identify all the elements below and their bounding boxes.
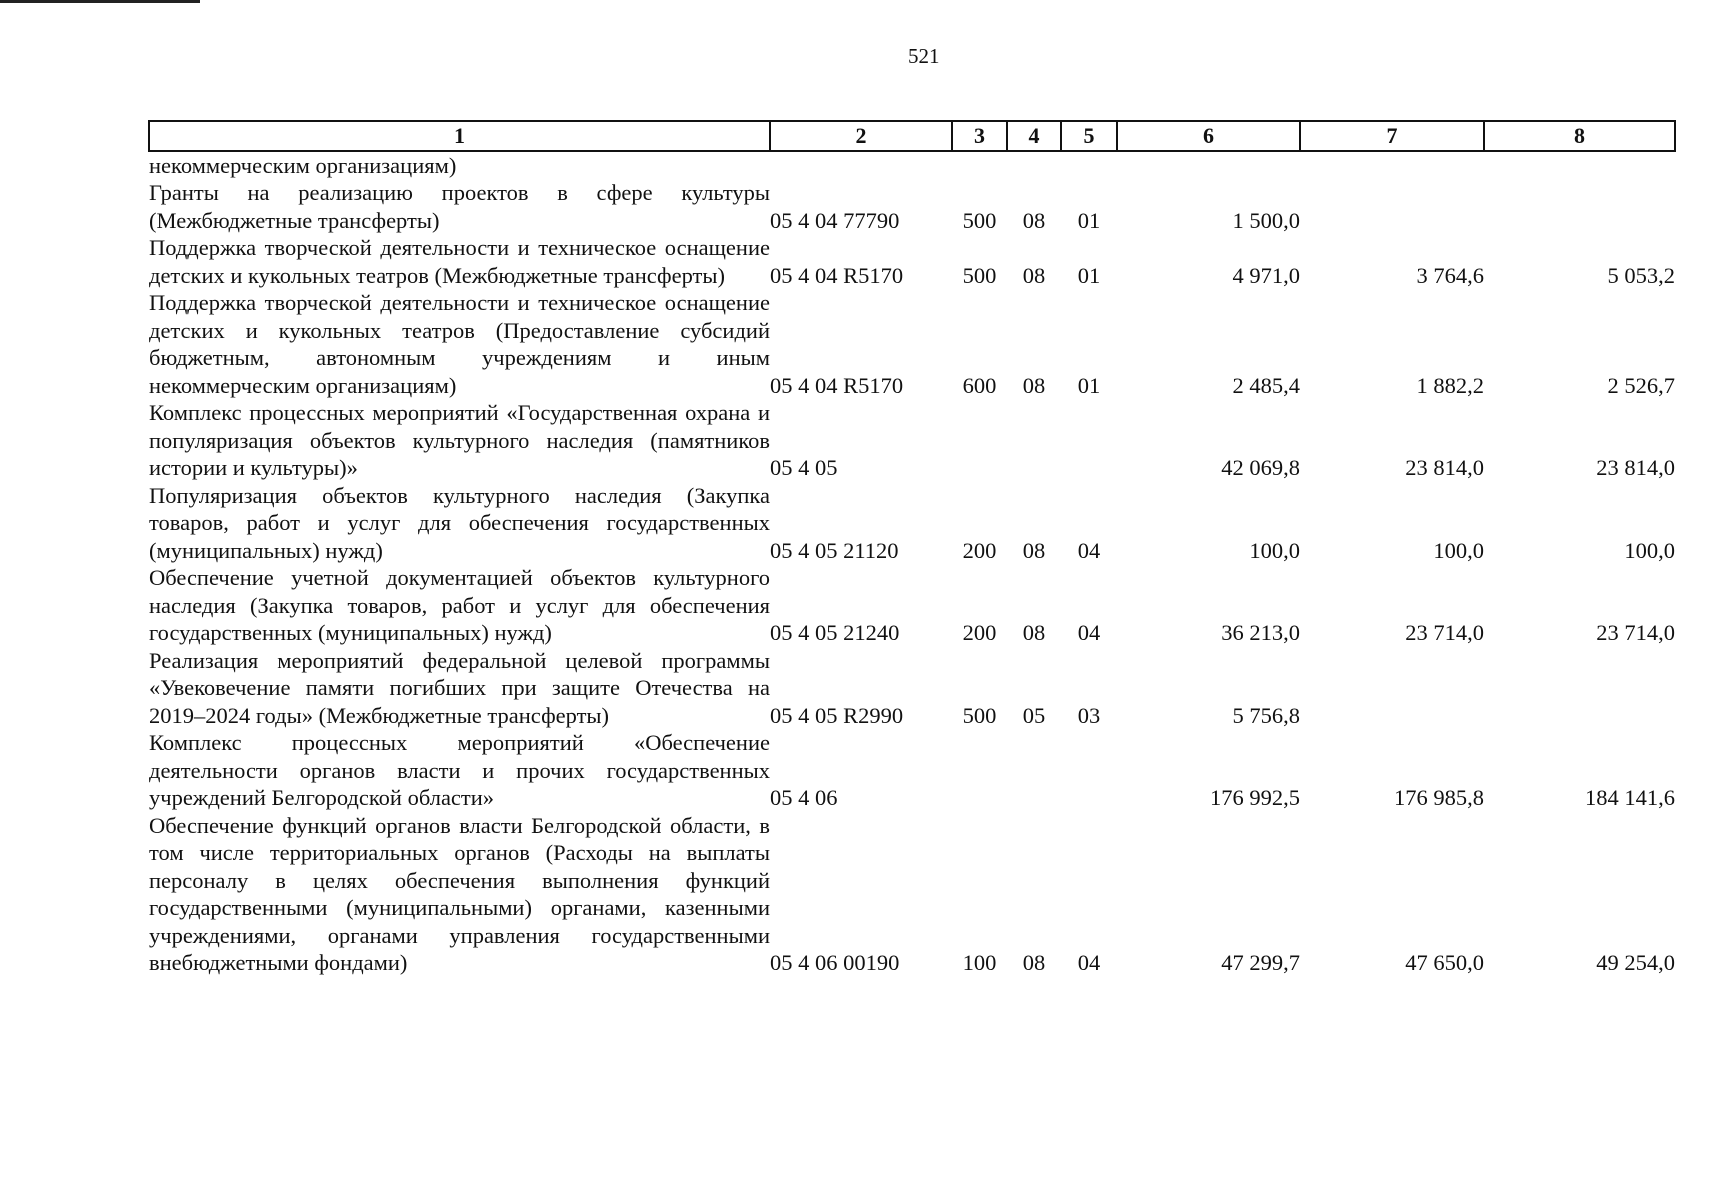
row-col5: 01 [1077, 262, 1101, 288]
table-row [149, 234, 1675, 289]
row-value-7 [1300, 179, 1484, 234]
row-col4: 08 [1022, 372, 1046, 398]
column-header-2: 2 [770, 121, 952, 151]
row-value-7: 176 985,8 [1394, 785, 1484, 810]
row-name: Комплекс процессных мероприятий «Обеспечение деятельности органов власти и прочих государственных учреждений Белгородской области» [149, 730, 770, 810]
row-name: Комплекс процессных мероприятий «Государственная охрана и популяризация объектов культурного наследия (памятников истории и культуры)» [149, 400, 770, 480]
row-col5: 04 [1077, 950, 1101, 975]
column-header-5: 5 [1061, 121, 1117, 151]
row-name: Гранты на реализацию проектов в сфере культуры (Межбюджетные трансферты) [149, 180, 770, 233]
table-row [149, 179, 1675, 234]
row-value-6: 47 299,7 [1221, 950, 1300, 975]
row-value-7: 47 650,0 [1405, 950, 1484, 975]
table-row [149, 482, 1675, 565]
column-header-8: 8 [1484, 121, 1675, 151]
row-col5 [1061, 151, 1117, 180]
row-col3 [952, 729, 1007, 812]
row-value-8: 184 141,6 [1585, 785, 1675, 810]
row-value-6: 1 500,0 [1232, 207, 1300, 233]
table-row [149, 289, 1675, 399]
row-name: Обеспечение функций органов власти Белгородской области, в том числе территориальных органов (Расходы на выплаты персоналу в целях обеспечения выполнения функций государственными (муниципальными) органами, казенными учреждениями, органами управления государственными внебюджетными фондами) [149, 812, 770, 975]
row-value-8: 5 053,2 [1607, 262, 1675, 288]
row-value-6 [1117, 151, 1300, 180]
row-name: Поддержка творческой деятельности и техническое оснащение детских и кукольных театров (Предоставление субсидий бюджетным, автономным учреждениям и иным некоммерческим организациям) [149, 290, 770, 398]
row-value-7 [1300, 151, 1484, 180]
row-name: Обеспечение учетной документацией объектов культурного наследия (Закупка товаров, работ и услуг для обеспечения государственных (муниципальных) нужд) [149, 565, 770, 645]
row-code: 05 4 05 21240 [770, 620, 900, 645]
column-header-7: 7 [1300, 121, 1484, 151]
row-col3: 200 [962, 537, 997, 563]
row-code: 05 4 04 77790 [770, 207, 900, 233]
row-code: 05 4 05 21120 [770, 537, 899, 563]
row-value-6: 100,0 [1249, 537, 1300, 563]
row-value-7 [1300, 647, 1484, 730]
row-col4: 08 [1022, 620, 1046, 645]
row-value-6: 5 756,8 [1232, 702, 1300, 728]
table-row [149, 812, 1675, 977]
row-code: 05 4 06 00190 [770, 950, 900, 975]
row-value-8: 23 814,0 [1596, 455, 1675, 480]
row-value-6: 42 069,8 [1221, 455, 1300, 480]
row-col5: 01 [1077, 207, 1101, 233]
table-row [149, 151, 1675, 180]
column-header-3: 3 [952, 121, 1007, 151]
row-value-8: 49 254,0 [1596, 950, 1675, 975]
row-col4: 08 [1022, 537, 1046, 563]
row-value-7: 23 814,0 [1405, 455, 1484, 480]
row-col3: 100 [962, 950, 997, 975]
row-col4 [1007, 151, 1061, 180]
budget-table [148, 120, 1676, 977]
row-value-6: 176 992,5 [1210, 785, 1300, 810]
row-col5 [1061, 729, 1117, 812]
row-name: Реализация мероприятий федеральной целевой программы «Увековечение памяти погибших при защите Отечества на 2019–2024 годы» (Межбюджетные трансферты) [149, 647, 770, 728]
row-name: Популяризация объектов культурного наследия (Закупка товаров, работ и услуг для обеспечения государственных (муниципальных) нужд) [149, 482, 770, 563]
row-value-8 [1484, 647, 1675, 730]
row-value-6: 4 971,0 [1232, 262, 1300, 288]
table-row [149, 647, 1675, 730]
scan-edge-line [0, 0, 200, 3]
row-col5: 04 [1077, 537, 1101, 563]
row-col4: 08 [1022, 207, 1046, 233]
row-name: некоммерческим организациям) [149, 152, 457, 178]
row-value-7: 23 714,0 [1405, 620, 1484, 645]
table-row [149, 729, 1675, 812]
row-code: 05 4 04 R5170 [770, 372, 904, 398]
row-value-8: 23 714,0 [1596, 620, 1675, 645]
row-col3: 500 [962, 702, 997, 728]
row-col3: 200 [962, 620, 997, 645]
row-value-8 [1484, 151, 1675, 180]
row-col5: 01 [1077, 372, 1101, 398]
row-col3: 500 [962, 207, 997, 233]
row-name: Поддержка творческой деятельности и техническое оснащение детских и кукольных театров (Межбюджетные трансферты) [149, 235, 770, 288]
row-code: 05 4 06 [770, 785, 838, 810]
column-header-1: 1 [149, 121, 770, 151]
row-col3 [952, 399, 1007, 482]
row-col4 [1007, 729, 1061, 812]
row-code [770, 151, 952, 180]
column-header-4: 4 [1007, 121, 1061, 151]
row-code: 05 4 04 R5170 [770, 262, 904, 288]
row-col4: 08 [1022, 950, 1046, 975]
row-col5: 04 [1077, 620, 1101, 645]
table-row [149, 399, 1675, 482]
row-value-8: 100,0 [1624, 537, 1675, 563]
row-col3: 500 [962, 262, 997, 288]
row-col3 [952, 151, 1007, 180]
row-col3: 600 [962, 372, 997, 398]
row-col4: 08 [1022, 262, 1046, 288]
row-col4 [1007, 399, 1061, 482]
table-row [149, 564, 1675, 647]
row-col5: 03 [1077, 702, 1101, 728]
row-col4: 05 [1022, 702, 1046, 728]
row-value-6: 36 213,0 [1221, 620, 1300, 645]
row-col5 [1061, 399, 1117, 482]
header-row [149, 121, 1675, 151]
page-number: 521 [908, 44, 940, 68]
row-value-7: 3 764,6 [1416, 262, 1484, 288]
row-value-7: 100,0 [1433, 537, 1484, 563]
row-code: 05 4 05 [770, 455, 838, 480]
row-value-7: 1 882,2 [1416, 372, 1484, 398]
row-value-8 [1484, 179, 1675, 234]
row-code: 05 4 05 R2990 [770, 702, 904, 728]
column-header-6: 6 [1117, 121, 1300, 151]
row-value-8: 2 526,7 [1607, 372, 1675, 398]
row-value-6: 2 485,4 [1232, 372, 1300, 398]
